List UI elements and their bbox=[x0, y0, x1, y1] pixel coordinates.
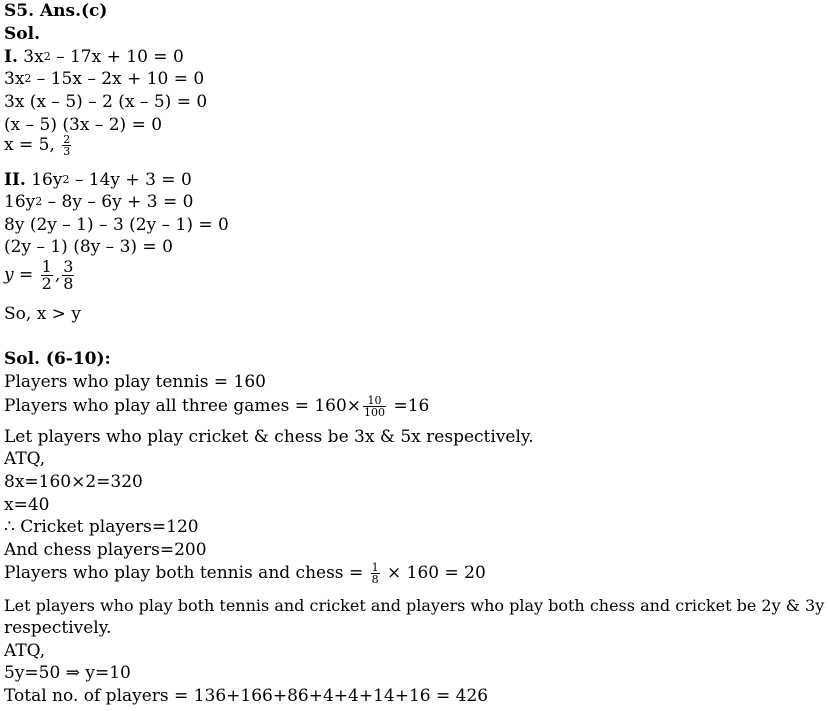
line2-prefix: Players who play all three games = 160× bbox=[4, 396, 362, 416]
eq1-label: I. bbox=[4, 47, 18, 67]
sol610-line2 bbox=[4, 395, 429, 418]
eq2-part-a: 16y bbox=[31, 170, 63, 190]
eq2-exponent: 2 bbox=[62, 173, 70, 186]
line7-part-a: 16y bbox=[4, 192, 36, 212]
s5-line9: (2y – 1) (8y – 3) = 0 bbox=[4, 237, 173, 257]
sol610-line13: 5y=50 ⇒ y=10 bbox=[4, 663, 131, 683]
sol610-line14: Total no. of players = 136+166+86+4+4+14+16 = 426 bbox=[4, 686, 489, 706]
fraction-numerator: 10 bbox=[363, 395, 386, 407]
sol610-line3: Let players who play cricket & chess be 3x & 5x respectively. bbox=[4, 427, 534, 447]
eq2-label: II. bbox=[4, 170, 26, 190]
s5-line10 bbox=[4, 259, 76, 292]
s5-line4: (x – 5) (3x – 2) = 0 bbox=[4, 115, 163, 135]
sol610-line6: x=40 bbox=[4, 495, 50, 515]
fraction-three-eighths bbox=[62, 259, 74, 292]
line9-prefix: Players who play both tennis and chess = bbox=[4, 563, 369, 583]
line2-exponent: 2 bbox=[24, 72, 32, 85]
sol610-line11: respectively. bbox=[4, 618, 112, 638]
sol610-line8: And chess players=200 bbox=[4, 540, 207, 560]
fraction-denominator: 8 bbox=[371, 573, 379, 586]
fraction-denominator: 3 bbox=[63, 145, 71, 158]
line5-prefix: x = 5, bbox=[4, 135, 61, 155]
fraction-one-eighth bbox=[371, 562, 380, 585]
line2-part-a: 3x bbox=[4, 69, 25, 89]
fraction-numerator: 3 bbox=[63, 257, 74, 276]
line7-part-b: – 8y – 6y + 3 = 0 bbox=[42, 192, 194, 212]
s5-eq2 bbox=[4, 169, 192, 191]
line2-part-b: – 15x – 2x + 10 = 0 bbox=[31, 69, 205, 89]
eq1-part-b: – 17x + 10 = 0 bbox=[50, 47, 184, 67]
fraction-denominator: 100 bbox=[364, 406, 386, 419]
s5-line8: 8y (2y – 1) – 3 (2y – 1) = 0 bbox=[4, 215, 229, 235]
fraction-denominator: 2 bbox=[41, 274, 52, 293]
s5-heading: S5. Ans.(c) bbox=[4, 1, 108, 21]
line10-variable: y bbox=[4, 265, 14, 285]
eq1-part-a: 3x bbox=[23, 47, 44, 67]
line9-suffix: × 160 = 20 bbox=[381, 563, 486, 583]
fraction-numerator: 1 bbox=[41, 257, 52, 276]
fraction-two-thirds bbox=[62, 134, 71, 157]
sol610-line12: ATQ, bbox=[4, 641, 46, 661]
sol610-line5: 8x=160×2=320 bbox=[4, 472, 143, 492]
line7-exponent: 2 bbox=[35, 195, 43, 208]
s5-line5 bbox=[4, 134, 73, 157]
eq2-part-b: – 14y + 3 = 0 bbox=[69, 170, 192, 190]
sol610-line10: Let players who play both tennis and cricket and players who play both chess and cricket be 2y & 3y bbox=[4, 596, 825, 615]
s5-line2 bbox=[4, 68, 204, 90]
line10-comma: , bbox=[54, 265, 61, 285]
s5-eq1 bbox=[4, 46, 184, 68]
sol610-line7: ∴ Cricket players=120 bbox=[4, 517, 199, 537]
s5-line7 bbox=[4, 191, 193, 213]
fraction-one-half bbox=[41, 259, 53, 292]
s5-sol-label: Sol. bbox=[4, 24, 40, 44]
sol610-line9 bbox=[4, 562, 486, 585]
line2-suffix: =16 bbox=[388, 396, 430, 416]
sol610-line4: ATQ, bbox=[4, 449, 46, 469]
fraction-numerator: 2 bbox=[63, 133, 71, 146]
sol610-heading: Sol. (6-10): bbox=[4, 349, 111, 369]
s5-conclusion: So, x > y bbox=[4, 304, 81, 324]
sol610-line1: Players who play tennis = 160 bbox=[4, 372, 266, 392]
fraction-ten-hundredths bbox=[363, 395, 386, 418]
fraction-numerator: 1 bbox=[371, 561, 379, 574]
s5-line3: 3x (x – 5) – 2 (x – 5) = 0 bbox=[4, 92, 208, 112]
line10-equals: = bbox=[13, 265, 39, 285]
fraction-denominator: 8 bbox=[63, 274, 74, 293]
eq1-exponent: 2 bbox=[43, 50, 51, 63]
